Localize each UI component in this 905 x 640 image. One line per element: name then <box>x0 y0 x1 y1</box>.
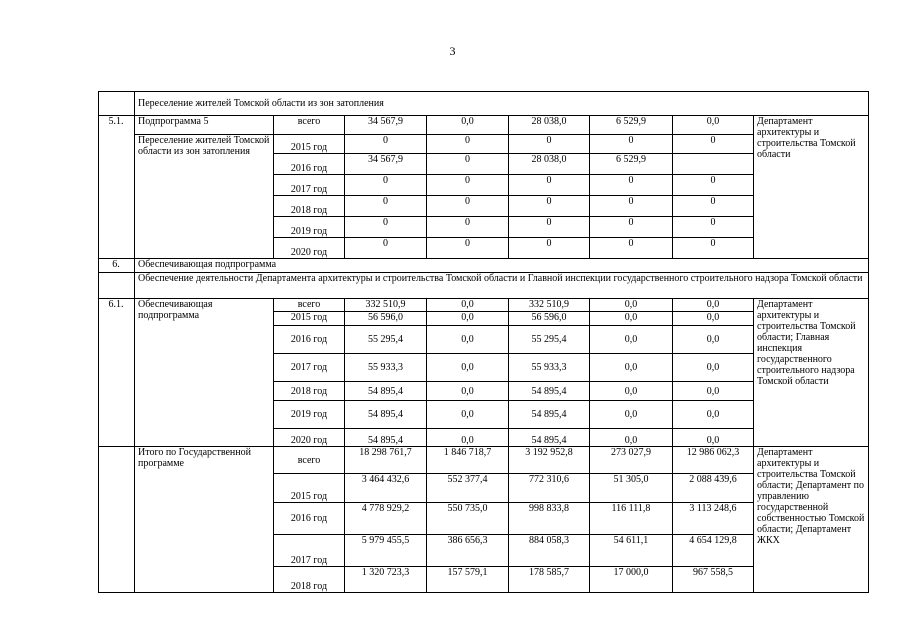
page-number: 3 <box>449 44 456 58</box>
year-cell: 2018 год <box>274 567 345 593</box>
year-cell: 2019 год <box>274 217 345 238</box>
value-cell: 56 596,0 <box>345 312 427 326</box>
year-cell: 2017 год <box>274 175 345 196</box>
value-cell: 0,0 <box>427 429 509 447</box>
table-row <box>99 447 869 474</box>
value-cell: 1 320 723,3 <box>345 567 427 593</box>
value-cell: 772 310,6 <box>509 474 590 503</box>
value-cell: 0 <box>345 217 427 238</box>
value-cell: 0 <box>345 175 427 196</box>
year-cell: 2018 год <box>274 196 345 217</box>
year-cell: 2015 год <box>274 474 345 503</box>
section-title: Обеспечивающая подпрограмма <box>135 259 869 273</box>
value-cell: 6 529,9 <box>590 154 673 175</box>
year-cell: 2015 год <box>274 312 345 326</box>
value-cell: 0,0 <box>427 382 509 401</box>
value-cell: 0 <box>590 196 673 217</box>
value-cell: 17 000,0 <box>590 567 673 593</box>
value-cell: 0 <box>673 175 754 196</box>
value-cell: 0 <box>590 135 673 154</box>
program-name: Подпрограмма 5 <box>135 116 274 135</box>
program-description: Переселение жителей Томской области из зон затопления <box>135 135 274 259</box>
year-cell: 2020 год <box>274 238 345 259</box>
year-cell: 2020 год <box>274 429 345 447</box>
value-cell: 0 <box>509 238 590 259</box>
value-cell: 54 895,4 <box>509 382 590 401</box>
responsible-cell: Департамент архитектуры и строительства Томской области <box>754 116 869 259</box>
value-cell: 1 846 718,7 <box>427 447 509 474</box>
value-cell: 0,0 <box>673 299 754 312</box>
value-cell: 0 <box>345 238 427 259</box>
value-cell: 0 <box>590 238 673 259</box>
year-cell: 2016 год <box>274 326 345 354</box>
section-title: Переселение жителей Томской области из зон затопления <box>135 92 869 116</box>
value-cell: 34 567,9 <box>345 154 427 175</box>
value-cell: 0,0 <box>673 116 754 135</box>
value-cell: 0 <box>590 217 673 238</box>
value-cell: 116 111,8 <box>590 503 673 535</box>
value-cell: 0,0 <box>590 382 673 401</box>
year-cell: 2016 год <box>274 503 345 535</box>
value-cell: 4 654 129,8 <box>673 535 754 567</box>
value-cell: 0,0 <box>427 312 509 326</box>
program-name: Обеспечивающая подпрограмма <box>135 299 274 447</box>
value-cell: 157 579,1 <box>427 567 509 593</box>
value-cell: 12 986 062,3 <box>673 447 754 474</box>
value-cell: 0,0 <box>427 401 509 429</box>
value-cell: 54 895,4 <box>345 401 427 429</box>
value-cell: 0 <box>673 196 754 217</box>
year-cell: всего <box>274 299 345 312</box>
value-cell: 0 <box>673 238 754 259</box>
value-cell: 3 464 432,6 <box>345 474 427 503</box>
value-cell: 0,0 <box>673 354 754 382</box>
value-cell: 967 558,5 <box>673 567 754 593</box>
value-cell: 18 298 761,7 <box>345 447 427 474</box>
value-cell: 34 567,9 <box>345 116 427 135</box>
total-name: Итого по Государственной программе <box>135 447 274 593</box>
value-cell: 0 <box>427 175 509 196</box>
value-cell: 54 895,4 <box>509 401 590 429</box>
value-cell: 0,0 <box>427 326 509 354</box>
value-cell: 54 611,1 <box>590 535 673 567</box>
value-cell: 0,0 <box>673 429 754 447</box>
value-cell: 51 305,0 <box>590 474 673 503</box>
value-cell: 55 295,4 <box>509 326 590 354</box>
value-cell: 0,0 <box>427 116 509 135</box>
value-cell: 0,0 <box>673 401 754 429</box>
row-number: 5.1. <box>99 116 135 259</box>
value-cell: 0 <box>427 196 509 217</box>
value-cell: 332 510,9 <box>345 299 427 312</box>
value-cell: 54 895,4 <box>345 429 427 447</box>
value-cell: 273 027,9 <box>590 447 673 474</box>
section-subtitle-row <box>99 273 869 299</box>
responsible-cell: Департамент архитектуры и строительства Томской области; Департамент по управлению государственной собственностью Томской области; Департамент ЖКХ <box>754 447 869 593</box>
value-cell: 884 058,3 <box>509 535 590 567</box>
value-cell: 0,0 <box>590 354 673 382</box>
value-cell: 0,0 <box>590 401 673 429</box>
value-cell: 332 510,9 <box>509 299 590 312</box>
value-cell: 55 933,3 <box>509 354 590 382</box>
row-number: 6. <box>99 259 135 273</box>
value-cell: 3 192 952,8 <box>509 447 590 474</box>
value-cell: 3 113 248,6 <box>673 503 754 535</box>
value-cell: 0,0 <box>427 299 509 312</box>
value-cell: 552 377,4 <box>427 474 509 503</box>
value-cell: 0 <box>509 217 590 238</box>
value-cell: 0 <box>345 196 427 217</box>
value-cell: 0,0 <box>673 382 754 401</box>
responsible-cell: Департамент архитектуры и строительства Томской области; Главная инспекция государственного строительного надзора Томской области <box>754 299 869 447</box>
value-cell: 6 529,9 <box>590 116 673 135</box>
value-cell: 0 <box>509 135 590 154</box>
value-cell: 5 979 455,5 <box>345 535 427 567</box>
budget-table <box>98 91 869 593</box>
value-cell: 0 <box>673 217 754 238</box>
value-cell: 0 <box>673 135 754 154</box>
value-cell: 0 <box>427 238 509 259</box>
value-cell: 0 <box>590 175 673 196</box>
year-cell: 2017 год <box>274 535 345 567</box>
value-cell: 0 <box>427 217 509 238</box>
value-cell: 0 <box>427 154 509 175</box>
value-cell: 2 088 439,6 <box>673 474 754 503</box>
value-cell: 54 895,4 <box>509 429 590 447</box>
value-cell: 0,0 <box>590 299 673 312</box>
value-cell: 0 <box>509 196 590 217</box>
year-cell: 2019 год <box>274 401 345 429</box>
value-cell: 54 895,4 <box>345 382 427 401</box>
table-row <box>99 135 869 154</box>
section-title-row <box>99 259 869 273</box>
value-cell: 0 <box>427 135 509 154</box>
value-cell: 0 <box>509 175 590 196</box>
section-subtitle: Обеспечение деятельности Департамента архитектуры и строительства Томской области и Главной инспекции государственного строительного надзора Томской области <box>135 273 869 299</box>
table-row <box>99 116 869 135</box>
value-cell: 386 656,3 <box>427 535 509 567</box>
year-cell: 2017 год <box>274 354 345 382</box>
value-cell: 550 735,0 <box>427 503 509 535</box>
row-number: 6.1. <box>99 299 135 447</box>
value-cell: 4 778 929,2 <box>345 503 427 535</box>
value-cell: 0,0 <box>673 312 754 326</box>
year-cell: 2018 год <box>274 382 345 401</box>
section-title-row <box>99 92 869 116</box>
value-cell: 0,0 <box>590 326 673 354</box>
value-cell <box>673 154 754 175</box>
value-cell: 0,0 <box>673 326 754 354</box>
year-cell: всего <box>274 116 345 135</box>
value-cell: 0,0 <box>590 429 673 447</box>
value-cell: 55 295,4 <box>345 326 427 354</box>
year-cell: 2016 год <box>274 154 345 175</box>
value-cell: 28 038,0 <box>509 116 590 135</box>
year-cell: всего <box>274 447 345 474</box>
table-row <box>99 299 869 312</box>
value-cell: 0,0 <box>590 312 673 326</box>
value-cell: 178 585,7 <box>509 567 590 593</box>
value-cell: 0,0 <box>427 354 509 382</box>
value-cell: 55 933,3 <box>345 354 427 382</box>
year-cell: 2015 год <box>274 135 345 154</box>
value-cell: 998 833,8 <box>509 503 590 535</box>
value-cell: 28 038,0 <box>509 154 590 175</box>
value-cell: 0 <box>345 135 427 154</box>
value-cell: 56 596,0 <box>509 312 590 326</box>
